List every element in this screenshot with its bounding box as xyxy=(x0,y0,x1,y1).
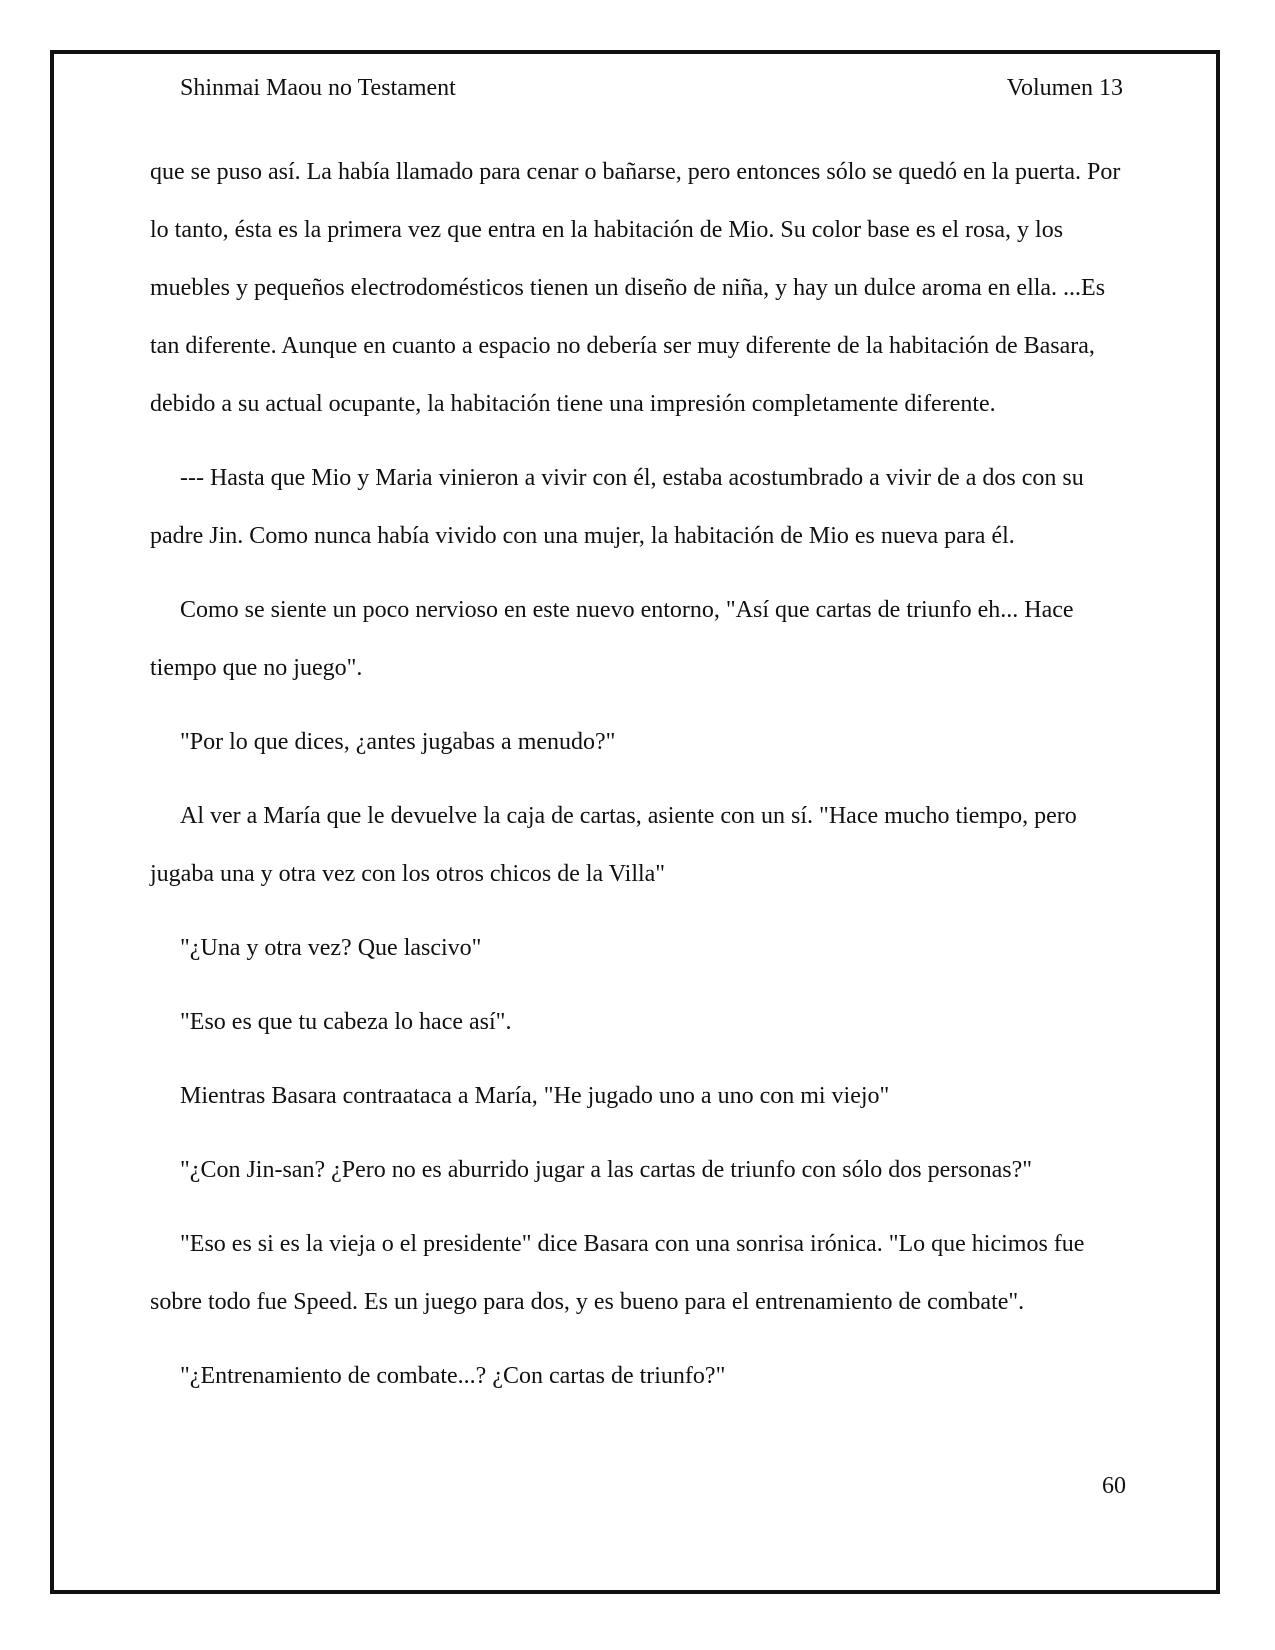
paragraph: Al ver a María que le devuelve la caja de cartas, asiente con un sí. "Hace mucho tiempo, pero jugaba una y otra vez con los otros chicos de la Villa" xyxy=(150,803,1077,887)
paragraph: Como se siente un poco nervioso en este nuevo entorno, "Así que cartas de triunfo eh... Hace tiempo que no juego". xyxy=(150,597,1074,681)
page-number: 60 xyxy=(1102,1473,1126,1499)
paragraph: "Eso es si es la vieja o el presidente" dice Basara con una sonrisa irónica. "Lo que hicimos fue sobre todo fue Speed. Es un juego para dos, y es bueno para el entrenamiento de combate". xyxy=(150,1231,1085,1315)
paragraph: "Por lo que dices, ¿antes jugabas a menudo?" xyxy=(180,729,616,755)
paragraph: "¿Entrenamiento de combate...? ¿Con cartas de triunfo?" xyxy=(180,1363,726,1389)
page-header xyxy=(180,72,1123,104)
paragraph: "¿Con Jin-san? ¿Pero no es aburrido jugar a las cartas de triunfo con sólo dos personas?" xyxy=(180,1157,1033,1183)
paragraph: que se puso así. La había llamado para cenar o bañarse, pero entonces sólo se quedó en la puerta. Por lo tanto, ésta es la primera vez que entra en la habitación de Mio. Su color base es el rosa, y los muebles y pequeños electrodomésticos tienen un diseño de niña, y hay un dulce aroma en ella. ...Es tan diferente. Aunque en cuanto a espacio no debería ser muy diferente de la habitación de Basara, debido a su actual ocupante, la habitación tiene una impresión completamente diferente. xyxy=(150,159,1121,417)
paragraph: Mientras Basara contraataca a María, "He jugado uno a uno con mi viejo" xyxy=(180,1083,890,1109)
paragraph: "¿Una y otra vez? Que lascivo" xyxy=(180,935,482,961)
volume-label: Volumen 13 xyxy=(1006,75,1123,101)
paragraph: "Eso es que tu cabeza lo hace así". xyxy=(180,1009,512,1035)
paragraph: --- Hasta que Mio y Maria vinieron a vivir con él, estaba acostumbrado a vivir de a dos con su padre Jin. Como nunca había vivido con una mujer, la habitación de Mio es nueva para él. xyxy=(150,465,1084,549)
body-text xyxy=(150,143,1125,1421)
book-title: Shinmai Maou no Testament xyxy=(180,75,456,101)
